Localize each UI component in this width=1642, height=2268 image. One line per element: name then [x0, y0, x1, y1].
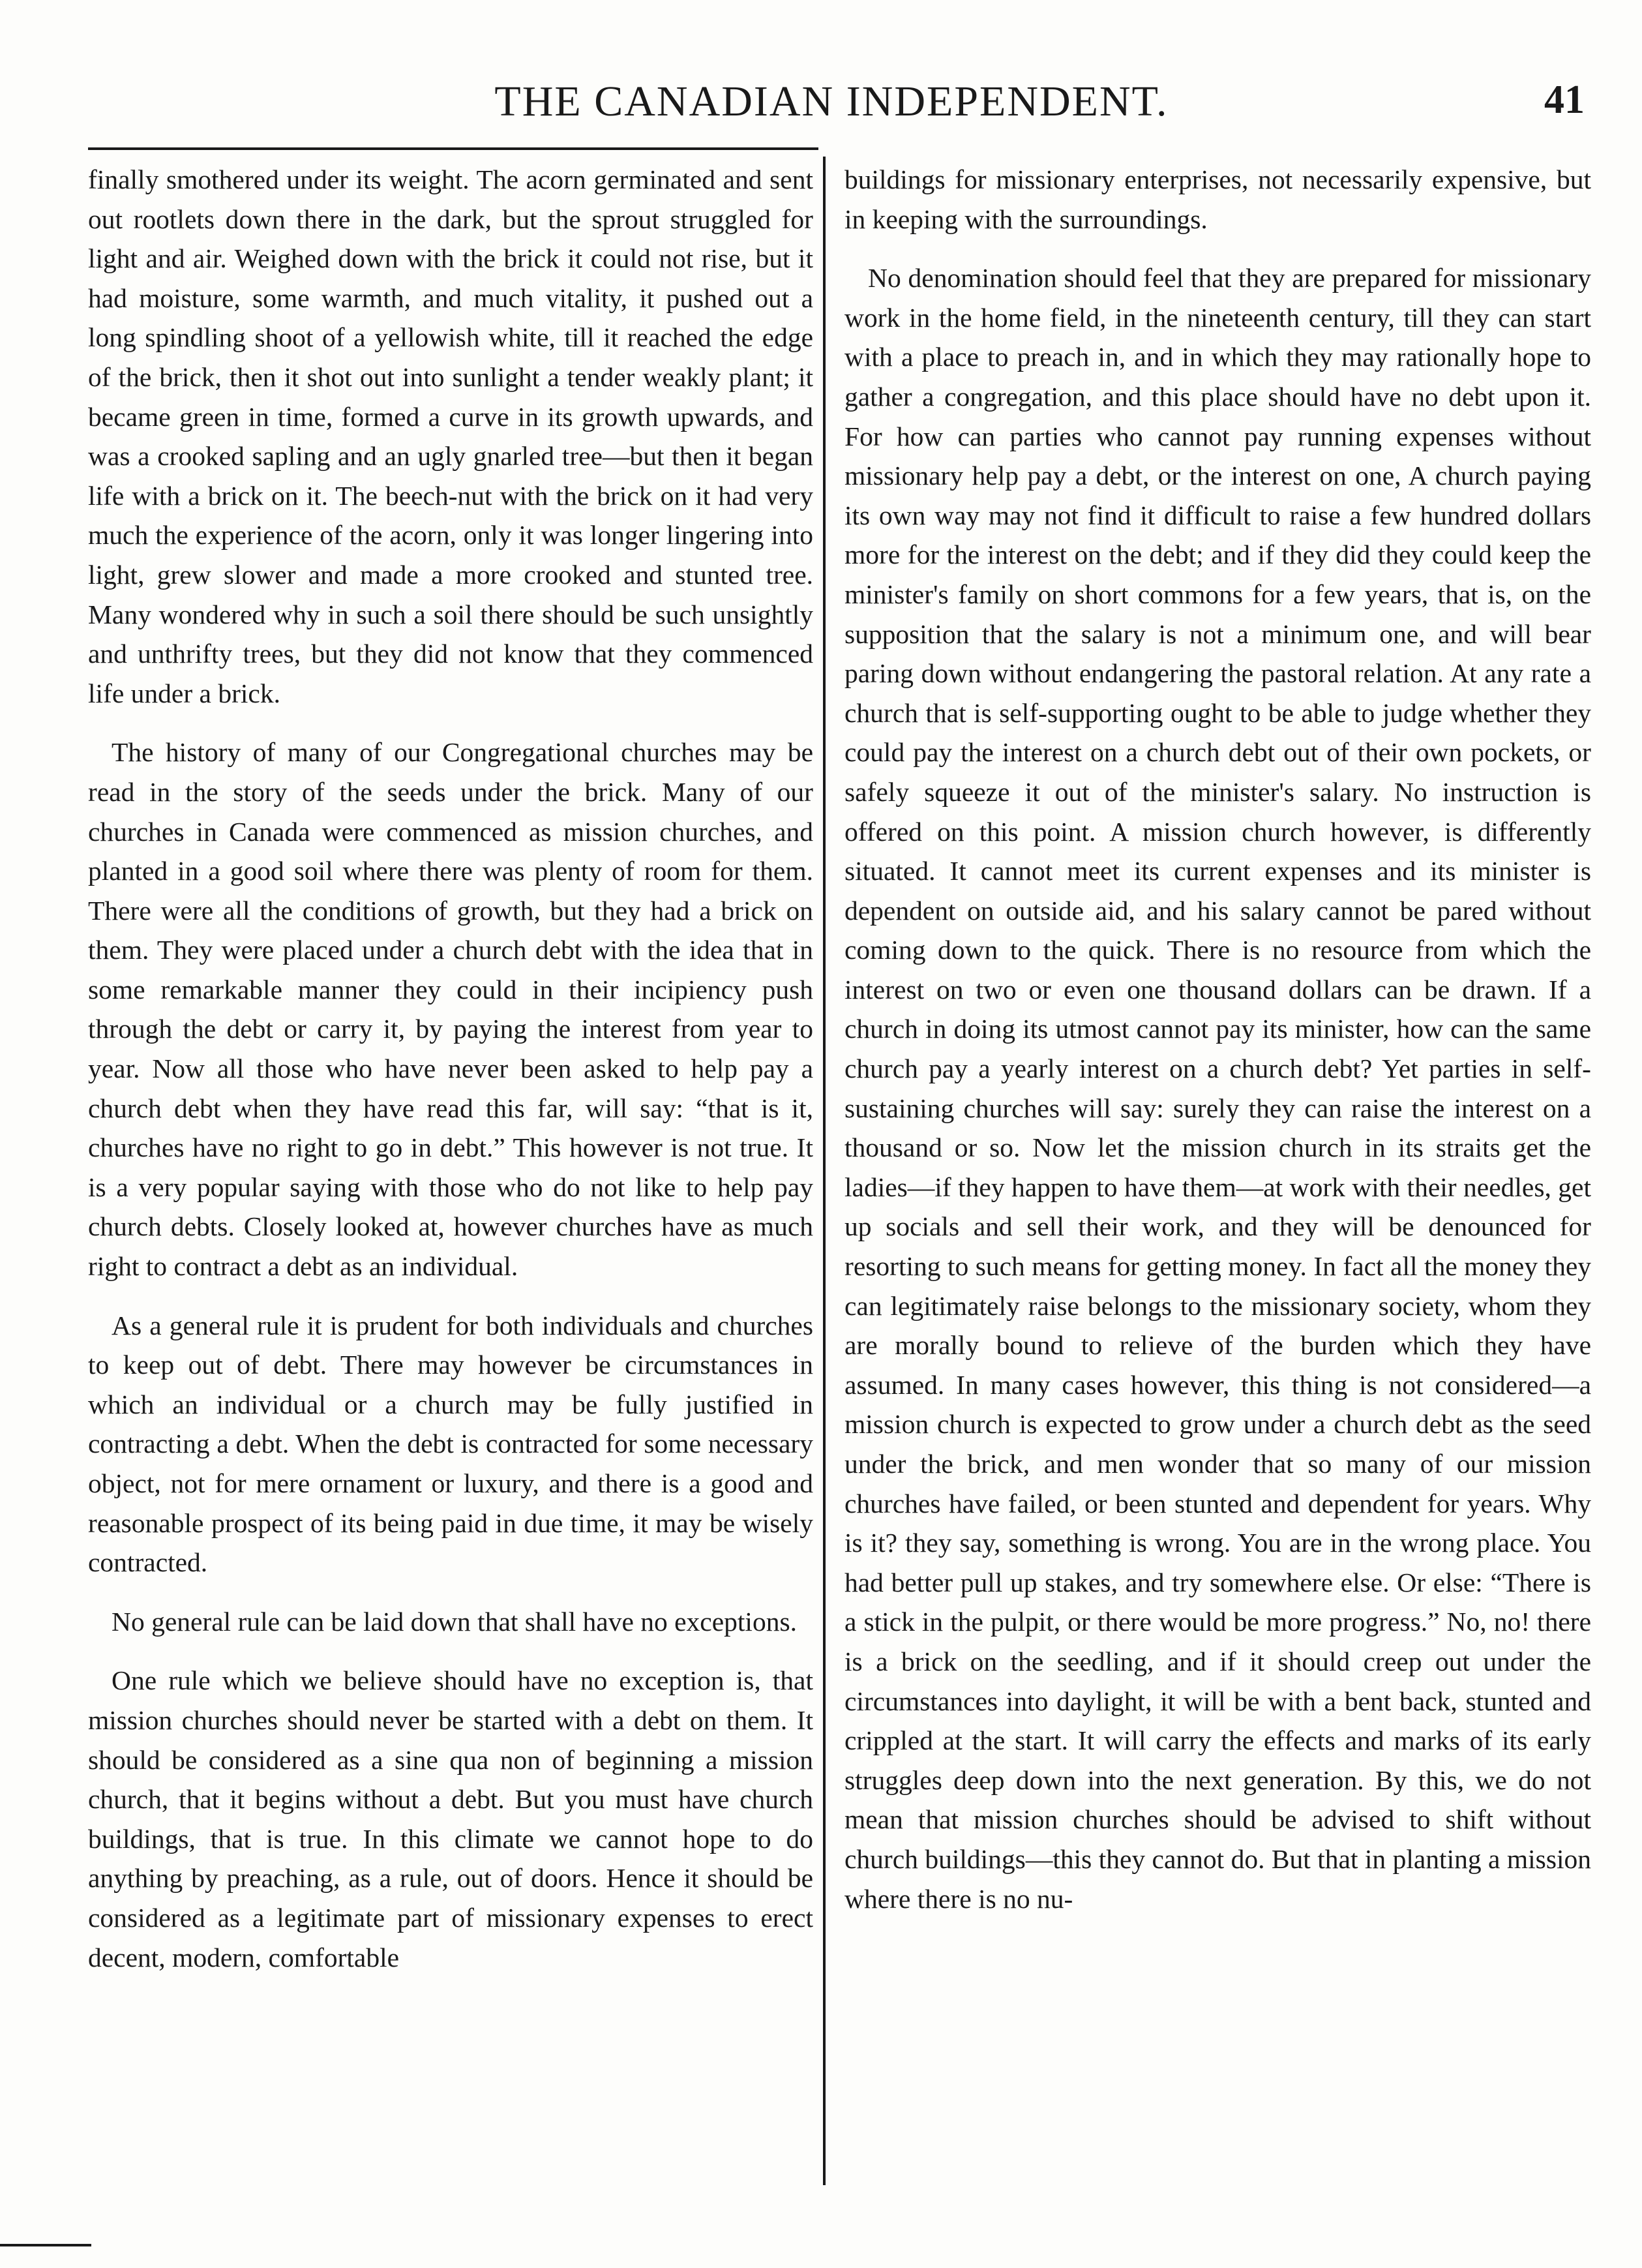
right-column: [844, 160, 1591, 1918]
column-divider: [823, 157, 826, 2185]
article-paragraph: buildings for missionary enterprises, not necessarily expensive, but in keeping with the surroundings.: [844, 164, 1591, 234]
page-number: 41: [1544, 78, 1585, 122]
article-paragraph: One rule which we believe should have no exception is, that mission churches should never be started with a debt on them. It should be considered as a sine qua non of beginning a mission church, that it begins without a debt. But you must have church buildings, that is true. In this climate we cannot hope to do anything by preaching, as a rule, out of doors. Hence it should be considered as a legitimate part of missionary expenses to erect decent, modern, comfortable: [88, 1665, 813, 1973]
left-column: [88, 160, 813, 1977]
publication-title: THE CANADIAN INDEPENDENT.: [494, 78, 1169, 125]
header-rule: [88, 147, 818, 150]
article-paragraph: As a general rule it is prudent for both individuals and churches to keep out of debt. There may however be circumstances in which an individual or a church may be fully justified in contracting a debt. When the debt is contracted for some necessary object, not for mere ornament or luxury, and there is a good and reasonable prospect of its being paid in due time, it may be wisely contracted.: [88, 1310, 813, 1578]
page-header: [78, 77, 1585, 136]
article-paragraph: The history of many of our Congregational churches may be read in the story of the seeds under the brick. Many of our churches in Canada were commenced as mission churches, and planted in a good soil where there was plenty of room for them. There were all the conditions of growth, but they had a brick on them. They were placed under a church debt with the idea that in some remarkable manner they could in their incipiency push through the debt or carry it, by paying the interest from year to year. Now all those who have never been asked to help pay a church debt when they have read this far, will say: “that is it, churches have no right to go in debt.” This however is not true. It is a very popular saying with those who do not like to help pay church debts. Closely looked at, however churches have as much right to contract a debt as an individual.: [88, 737, 813, 1282]
article-paragraph: finally smothered under its weight. The acorn germinated and sent out rootlets down there in the dark, but the sprout struggled for light and air. Weighed down with the brick it could not rise, but it had moisture, some warmth, and much vitality, it pushed out a long spindling shoot of a yellowish white, till it reached the edge of the brick, then it shot out into sunlight a tender weakly plant; it became green in time, formed a curve in its growth upwards, and was a crooked sapling and an ugly gnarled tree—but then it began life with a brick on it. The beech-nut with the brick on it had very much the experience of the acorn, only it was longer lingering into light, grew slower and made a more crooked and stunted tree. Many wondered why in such a soil there should be such unsightly and unthrifty trees, but they did not know that they commenced life under a brick.: [88, 164, 813, 708]
article-paragraph: No denomination should feel that they are prepared for missionary work in the home field, in the nineteenth century, till they can start with a place to preach in, and in which they may rationally hope to gather a congregation, and this place should have no debt upon it. For how can parties who cannot pay running expenses without missionary help pay a debt, or the interest on one, A church paying its own way may not find it difficult to raise a few hundred dollars more for the interest on the debt; and if they did they could keep the minister's family on short commons for a few years, that is, on the supposition that the salary is not a minimum one, and will bear paring down without endangering the pastoral relation. At any rate a church that is self-supporting ought to be able to judge whether they could pay the interest on a church debt out of their own pockets, or safely squeeze it out of the minister's salary. No instruction is offered on this point. A mission church however, is differently situated. It cannot meet its current expenses and its minister is dependent on outside aid, and his salary cannot be pared without coming down to the quick. There is no resource from which the interest on two or even one thousand dollars can be drawn. If a church in doing its utmost cannot pay its minister, how can the same church pay a yearly interest on a church debt? Yet parties in self-sustaining churches will say: surely they can raise the interest on a thousand or so. Now let the mission church in its straits get the ladies—if they happen to have them—at work with their needles, get up socials and sell their work, and they will be denounced for resorting to such means for getting money. In fact all the money they can legitimately raise belongs to the missionary society, whom they are morally bound to relieve of the burden which they have assumed. In many cases however, this thing is not considered—a mission church is expected to grow under a church debt as the seed under the brick, and men wonder that so many of our mission churches have failed, or been stunted and dependent for years. Why is it? they say, something is wrong. You are in the wrong place. You had better pull up stakes, and try somewhere else. Or else: “There is a stick in the pulpit, or there would be more progress.” No, no! there is a brick on the seedling, and if it should creep out under the circumstances into daylight, it will be with a bent back, stunted and crippled at the start. It will carry the effects and marks of its early struggles deep down into the next generation. By this, we do not mean that mission churches should be advised to shift without church buildings—this they cannot do. But that in planting a mission where there is no nu-: [844, 263, 1591, 1914]
footer-rule: [0, 2244, 91, 2246]
article-paragraph: No general rule can be laid down that shall have no exceptions.: [112, 1606, 797, 1637]
